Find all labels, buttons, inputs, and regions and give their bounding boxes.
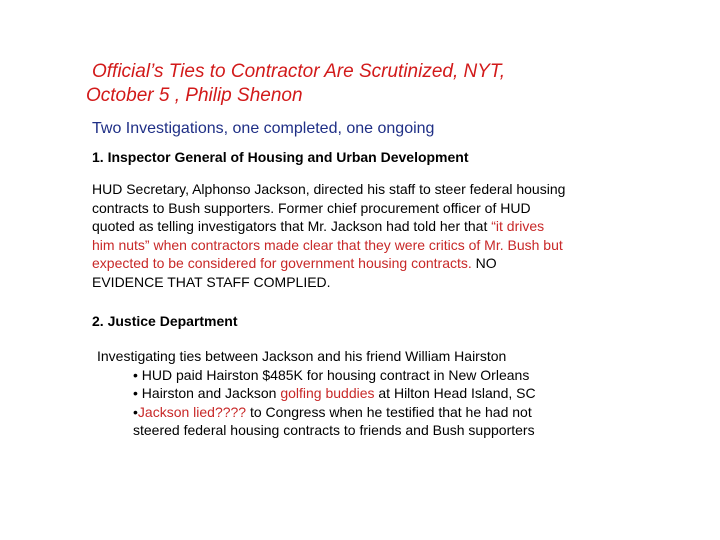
highlight-text: Jackson lied???? (137, 403, 247, 420)
slide-title (86, 60, 646, 108)
quote-text: expected to be considered for government housing contracts. (92, 255, 472, 271)
body-line: EVIDENCE THAT STAFF COMPLIED. (92, 273, 331, 290)
subtitle: Two Investigations, one completed, one ongoing (92, 120, 435, 137)
bullet-text: to Congress when he testified that he had not (246, 403, 532, 420)
highlight-text: golfing buddies (280, 385, 375, 401)
title-line-1: Official’s Ties to Contractor Are Scrutinized, NYT, (92, 61, 506, 82)
bullet-item: • HUD paid Hairston $485K for housing contract in New Orleans (133, 366, 530, 383)
body-line (92, 217, 672, 236)
quote-text: “it drives (491, 218, 545, 234)
section-1-heading: 1. Inspector General of Housing and Urban Development (92, 149, 469, 165)
bullet-continuation: steered federal housing contracts to friends and Bush supporters (133, 422, 535, 438)
quote-line: him nuts” when contractors made clear that they were critics of Mr. Bush but (92, 236, 563, 253)
bullet-text: • Hairston and Jackson (133, 385, 281, 401)
section-2-intro: Investigating ties between Jackson and his friend William Hairston (97, 348, 507, 364)
section-2-body (97, 347, 677, 440)
body-text: NO (471, 255, 497, 271)
body-line (92, 254, 672, 273)
section-2-heading: 2. Justice Department (92, 313, 238, 329)
body-line: contracts to Bush supporters. Former chief procurement officer of HUD (92, 199, 531, 216)
title-line-2: October 5 , Philip Shenon (86, 85, 303, 106)
bullet-text: at Hilton Head Island, SC (374, 385, 536, 401)
bullet-item (97, 403, 677, 422)
bullet-item (97, 384, 677, 403)
section-1-body (92, 180, 672, 291)
body-line: HUD Secretary, Alphonso Jackson, directed his staff to steer federal housing (92, 181, 566, 197)
bullet-text: • (133, 403, 138, 420)
body-text: quoted as telling investigators that Mr. Jackson had told her that (92, 218, 492, 234)
